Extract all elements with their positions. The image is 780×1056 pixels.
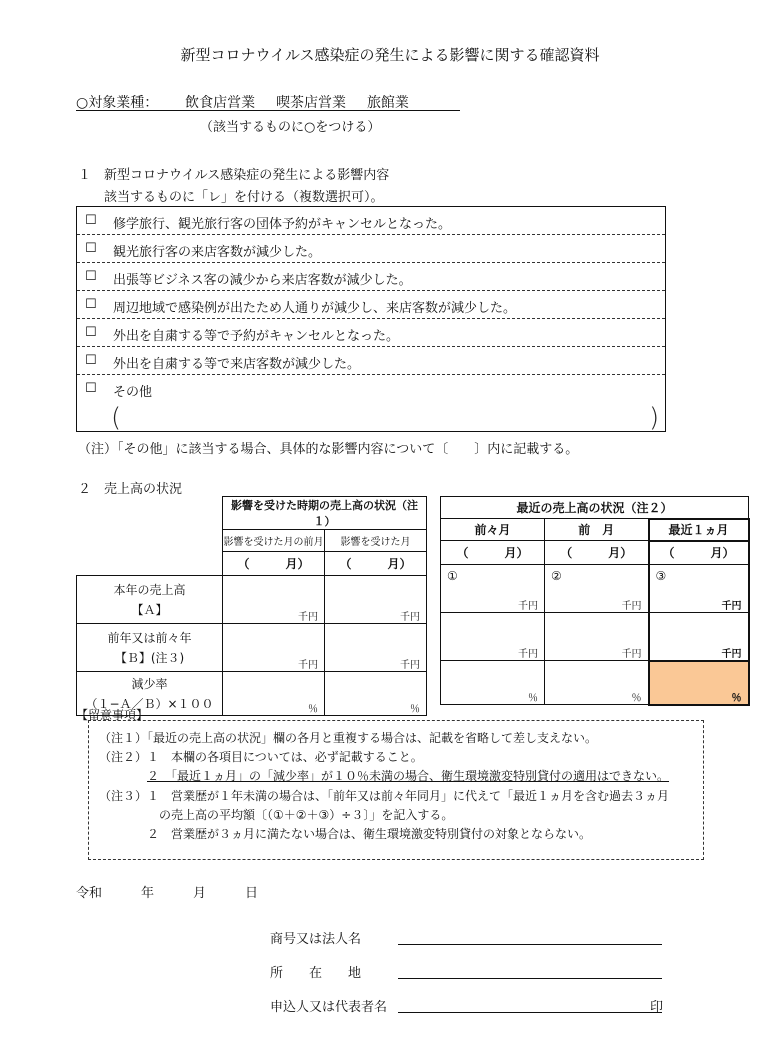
circled-number: ③ bbox=[655, 569, 667, 583]
col-label: 影響を受けた月 bbox=[325, 530, 427, 552]
checklist-item[interactable] bbox=[77, 347, 665, 375]
checklist-item[interactable] bbox=[77, 319, 665, 347]
checkbox-icon[interactable]: ☐ bbox=[85, 241, 97, 256]
row-label-line: 減少率 bbox=[131, 676, 168, 691]
month-field[interactable]: （ 月） bbox=[545, 541, 649, 565]
row-label-line: 【Ｂ】(注３) bbox=[114, 650, 185, 665]
note-line: ２ 「最近１ヵ月」の「減少率」が１０％未満の場合、衛生環境激変特別貸付の適用はできない。 bbox=[147, 769, 670, 783]
note-line: （注２）１ 本欄の各項目については、必ず記載すること。 bbox=[99, 750, 423, 764]
sales-cell[interactable]: 千円 bbox=[545, 613, 649, 661]
sales-cell[interactable]: 千円 bbox=[325, 576, 427, 624]
section1-note: （注）「その他」に該当する場合、具体的な影響内容について〔 〕内に記載する。 bbox=[78, 442, 579, 457]
section1-instruction: 該当するものに「レ」を付ける（複数選択可）。 bbox=[104, 190, 384, 205]
note-line: （注１）「最近の売上高の状況」欄の各月と重複する場合は、記載を省略して差し支えない。 bbox=[99, 731, 598, 745]
row-label-line: 前年又は前々年 bbox=[107, 630, 192, 645]
col-label: 前々月 bbox=[441, 519, 545, 541]
applicant-label: 申込人又は代表者名 bbox=[270, 1000, 388, 1015]
unit-label: 千円 bbox=[518, 601, 538, 612]
checkbox-icon[interactable]: ☐ bbox=[85, 297, 97, 312]
sales-cell[interactable]: 千円 bbox=[223, 624, 325, 672]
sales-table-right bbox=[440, 496, 750, 706]
rate-cell[interactable]: ％ bbox=[325, 672, 427, 716]
checkbox-icon[interactable]: ☐ bbox=[85, 353, 97, 368]
applicant-field[interactable] bbox=[398, 1012, 662, 1013]
sales-cell[interactable]: 千円 bbox=[325, 624, 427, 672]
trade-name-field[interactable] bbox=[398, 944, 662, 945]
rate-cell[interactable]: ％ bbox=[545, 661, 649, 705]
business-type-restaurant[interactable]: 飲食店営業 bbox=[185, 95, 256, 111]
sales-table-left bbox=[76, 496, 427, 716]
other-bracket-left: ( bbox=[111, 403, 122, 433]
note-line: ２ 営業歴が３ヵ月に満たない場合は、衛生環境激変特別貸付の対象とならない。 bbox=[147, 827, 592, 841]
checkbox-icon[interactable]: ☐ bbox=[85, 381, 97, 396]
circled-number: ① bbox=[447, 569, 458, 583]
row-label-line: 【Ａ】 bbox=[131, 602, 168, 617]
checklist-item[interactable] bbox=[77, 235, 665, 263]
checklist-item-label: 外出を自粛する等で予約がキャンセルとなった。 bbox=[113, 329, 400, 344]
other-bracket-right: ) bbox=[649, 403, 660, 433]
circled-number: ② bbox=[551, 569, 562, 583]
other-label: その他 bbox=[113, 385, 153, 400]
checklist-item-label: 修学旅行、観光旅行客の団体予約がキャンセルとなった。 bbox=[113, 217, 452, 232]
checklist-item[interactable] bbox=[77, 291, 665, 319]
col-label: 影響を受けた月の前月 bbox=[223, 530, 325, 552]
note-line: （注３）１ 営業歴が１年未満の場合は、「前年又は前々年同月」に代えて「最近１ヵ月を含む過去３ヵ月 bbox=[99, 789, 670, 803]
sales-cell[interactable]: 千円 bbox=[441, 613, 545, 661]
checklist-item-label: 外出を自粛する等で来店客数が減少した。 bbox=[113, 357, 361, 372]
sales-cell[interactable] bbox=[545, 565, 649, 613]
unit-label: 千円 bbox=[621, 601, 642, 612]
sales-cell[interactable] bbox=[649, 565, 749, 613]
note-line: の売上高の平均額〔（①＋②＋③）÷３〕」を記入する。 bbox=[159, 808, 454, 822]
section2-heading: ２ 売上高の状況 bbox=[78, 482, 183, 497]
page-title: 新型コロナウイルス感染症の発生による影響に関する確認資料 bbox=[180, 46, 600, 64]
sales-cell[interactable]: 千円 bbox=[223, 576, 325, 624]
checklist-item[interactable] bbox=[77, 263, 665, 291]
address-label: 所 在 地 bbox=[270, 966, 362, 981]
checkbox-icon[interactable]: ☐ bbox=[85, 213, 97, 228]
date-field[interactable]: 令和 年 月 日 bbox=[76, 886, 259, 901]
business-type-inn[interactable]: 旅館業 bbox=[366, 95, 409, 111]
business-type-label: ○対象業種： bbox=[76, 95, 159, 111]
notes-heading: 【留意事項】 bbox=[76, 708, 149, 722]
col-label: 最近１ヵ月 bbox=[649, 519, 749, 541]
rate-cell[interactable]: ％ bbox=[441, 661, 545, 705]
address-field[interactable] bbox=[398, 978, 662, 979]
checkbox-icon[interactable]: ☐ bbox=[85, 325, 97, 340]
month-field[interactable]: （ 月） bbox=[223, 552, 325, 576]
notes-box bbox=[88, 720, 704, 860]
sales-cell[interactable] bbox=[441, 565, 545, 613]
checklist-item-label: 観光旅行客の来店客数が減少した。 bbox=[113, 245, 322, 260]
checklist-item-label: 出張等ビジネス客の減少から来店客数が減少した。 bbox=[113, 273, 412, 288]
checklist-item[interactable] bbox=[77, 207, 665, 235]
business-type-row bbox=[76, 92, 409, 112]
col-label: 前 月 bbox=[545, 519, 649, 541]
row-label-line: 本年の売上高 bbox=[113, 582, 186, 597]
impact-checklist bbox=[76, 206, 666, 432]
sales-cell[interactable]: 千円 bbox=[649, 613, 749, 661]
row-label-line: （１−Ａ／Ｂ）×１００ bbox=[85, 696, 214, 711]
month-field[interactable]: （ 月） bbox=[649, 541, 749, 565]
checklist-item-label: 周辺地域で感染例が出たため人通りが減少し、来店客数が減少した。 bbox=[113, 301, 517, 316]
row-label-previous bbox=[77, 624, 223, 672]
unit-label: 千円 bbox=[721, 601, 742, 612]
trade-name-label: 商号又は法人名 bbox=[270, 932, 362, 947]
rate-cell[interactable]: ％ bbox=[223, 672, 325, 716]
business-type-cafe[interactable]: 喫茶店営業 bbox=[276, 95, 347, 111]
row-label-current bbox=[77, 576, 223, 624]
checkbox-icon[interactable]: ☐ bbox=[85, 269, 97, 284]
rate-cell-latest[interactable]: ％ bbox=[649, 661, 749, 705]
group2-header: 最近の売上高の状況（注２） bbox=[441, 497, 749, 519]
business-underline bbox=[76, 110, 460, 111]
business-note: （該当するものに○をつける） bbox=[200, 120, 381, 135]
seal-mark: 印 bbox=[650, 1000, 664, 1015]
group1-header: 影響を受けた時期の売上高の状況（注１） bbox=[223, 497, 427, 530]
section1-heading: １ 新型コロナウイルス感染症の発生による影響内容 bbox=[78, 168, 390, 183]
month-field[interactable]: （ 月） bbox=[325, 552, 427, 576]
month-field[interactable]: （ 月） bbox=[441, 541, 545, 565]
